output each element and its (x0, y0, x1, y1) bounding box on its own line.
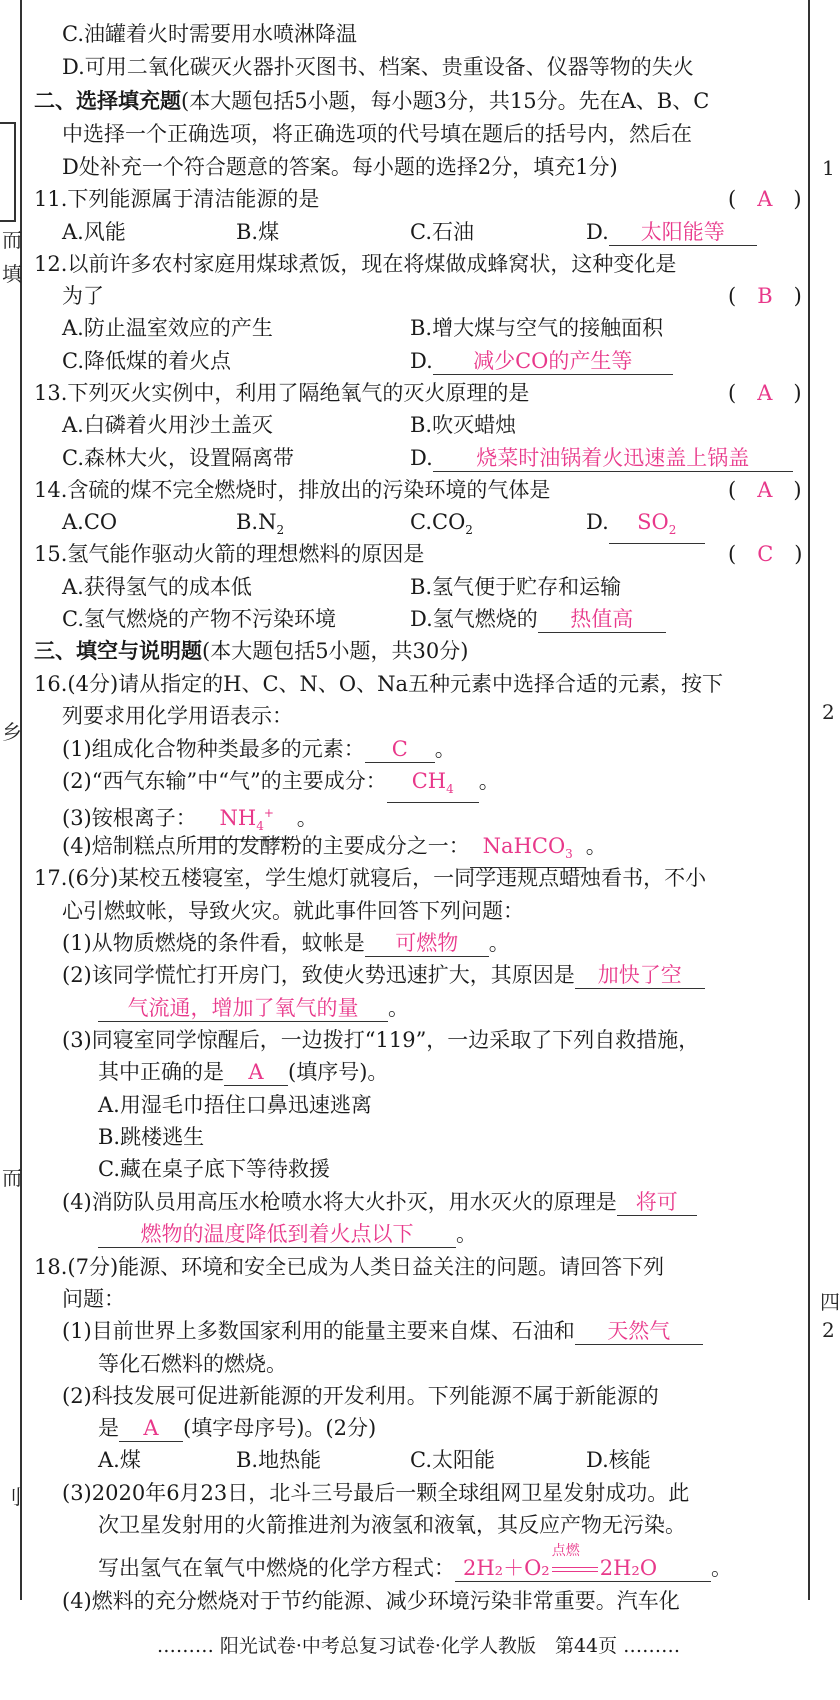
q11-stem: 11.下列能源属于清洁能源的是 (34, 187, 320, 211)
q17-part-1: (1)从物质燃烧的条件看，蚊帐是 可燃物 。 (62, 931, 510, 955)
q18-part-4: (4)燃料的充分燃烧对于节约能源、减少环境污染非常重要。汽车化 (62, 1589, 680, 1613)
q12-option-d: D. 减少CO的产生等 (410, 347, 673, 375)
q12-answer: B (757, 284, 773, 308)
q15-stem: 15.氢气能作驱动火箭的理想燃料的原因是 (34, 542, 425, 566)
q17-part-4: (4)消防队员用高压水枪喷水将大火扑灭，用水灭火的原理是 将可 (62, 1188, 697, 1216)
q17-fill-4b: 燃物的温度降低到着火点以下 (98, 1221, 456, 1248)
q16-fill-3: $NH_4^+$ (197, 800, 297, 840)
q11-option-b: B.煤 (236, 220, 280, 244)
q17-fill-2b: 气流通，增加了氧气的量 (98, 995, 388, 1022)
margin-fragment: 1 (822, 156, 835, 180)
q12-option-c: C.降低煤的着火点 (62, 349, 231, 373)
margin-fragment: 填 (2, 262, 22, 286)
q16-fill-2: $CH_4$ (387, 768, 479, 803)
q17-option-c: C.藏在桌子底下等待救援 (98, 1157, 330, 1181)
q18-part-1-cont: 等化石燃料的燃烧。 (98, 1352, 287, 1376)
q18-option-d: D.核能 (586, 1448, 651, 1472)
q18-part-3: (3)2020年6月23日，北斗三号最后一颗全球组网卫星发射成功。此 (62, 1481, 690, 1505)
q13-answer-bracket: ( A ) (728, 381, 802, 405)
reaction-condition: 点燃 (550, 1555, 600, 1581)
margin-fragment: 刂 (2, 1485, 22, 1509)
q12-option-b: B.增大煤与空气的接触面积 (410, 316, 664, 340)
q13-fill: 烧菜时油锅着火迅速盖上锅盖 (433, 445, 793, 472)
q17-part-3-cont: 其中正确的是 A (填序号)。 (98, 1060, 389, 1084)
q16-stem-cont: 列要求用化学用语表示： (62, 704, 293, 728)
q16-part-4: (4)焙制糕点所用的发酵粉的主要成分之一： NaHCO$_3$ 。 (62, 832, 607, 868)
q17-option-b: B.跳楼逃生 (98, 1125, 205, 1149)
q18-part-2: (2)科技发展可促进新能源的开发利用。下列能源不属于新能源的 (62, 1384, 659, 1408)
q17-fill-4a: 将可 (617, 1189, 697, 1216)
q17-fill-1: 可燃物 (365, 930, 489, 957)
q17-part-2: (2)该同学慌忙打开房门，致使火势迅速扩大，其原因是 加快了空 (62, 961, 705, 989)
section-2-desc-line: 中选择一个正确选项，将正确选项的代号填在题后的括号内，然后在 (62, 122, 692, 146)
q13-option-d: D. 烧菜时油锅着火迅速盖上锅盖 (410, 444, 793, 472)
q14-stem: 14.含硫的煤不完全燃烧时，排放出的污染环境的气体是 (34, 478, 551, 502)
q16-fill-4: NaHCO$_3$ (470, 833, 586, 868)
margin-fragment: 而 (2, 1166, 22, 1190)
q16-stem: 16.(4分)请从指定的H、C、N、O、Na五种元素中选择合适的元素，按下 (34, 672, 724, 696)
q14-answer-bracket: ( A ) (728, 478, 802, 502)
section-2-title: 二、选择填充题 (34, 88, 181, 113)
q18-part-2-cont: 是 A (填字母序号)。(2分) (98, 1416, 377, 1440)
q17-stem: 17.(6分)某校五楼寝室，学生熄灯就寝后，一同学违规点蜡烛看书，不小 (34, 866, 707, 890)
option-c-line: C.油罐着火时需要用水喷淋降温 (62, 22, 357, 46)
q17-fill-2a: 加快了空 (575, 962, 705, 989)
q18-part-3-equation-line: 写出氢气在氧气中燃烧的化学方程式： 2H₂＋O₂ 点燃 2H₂O 。 (98, 1543, 732, 1580)
q17-stem-cont: 心引燃蚊帐，导致火灾。就此事件回答下列问题： (62, 899, 524, 923)
q17-part-3: (3)同寝室同学惊醒后，一边拨打“119”，一边采取了下列自救措施， (62, 1028, 700, 1052)
section-2-header (34, 87, 709, 115)
q11-fill: 太阳能等 (609, 219, 757, 246)
q18-fill-1: 天然气 (575, 1318, 703, 1345)
margin-fragment: 而 (2, 228, 22, 252)
q14-answer: A (757, 478, 773, 502)
margin-fragment: 2 (822, 1318, 835, 1342)
section-2-desc-line: D处补充一个符合题意的答案。每小题的选择2分，填充1分) (62, 155, 618, 179)
q17-fill-3: A (224, 1059, 288, 1086)
section-3-title: 三、填空与说明题 (34, 638, 202, 663)
q12-answer-bracket: ( B ) (728, 284, 802, 308)
q13-option-b: B.吹灭蜡烛 (410, 413, 517, 437)
margin-fragment: 四 (820, 1290, 840, 1314)
q11-answer: A (757, 187, 773, 211)
q12-stem-cont: 为了 (62, 284, 104, 308)
q15-option-b: B.氢气便于贮存和运输 (410, 575, 622, 599)
q16-part-3: (3)铵根离子： $NH_4^+$ 。 (62, 800, 318, 840)
q14-fill: $SO_2$ (609, 509, 705, 544)
section-2-desc: (本大题包括5小题，每小题3分，共15分。先在A、B、C (181, 89, 710, 113)
q15-option-c: C.氢气燃烧的产物不污染环境 (62, 607, 336, 631)
q12-option-a: A.防止温室效应的产生 (62, 316, 273, 340)
q12-stem: 12.以前许多农村家庭用煤球煮饭，现在将煤做成蜂窝状，这种变化是 (34, 252, 677, 276)
q11-option-a: A.风能 (62, 220, 126, 244)
q12-fill: 减少CO的产生等 (433, 348, 673, 375)
q16-part-1: (1)组成化合物种类最多的元素： C 。 (62, 737, 456, 761)
q18-stem: 18.(7分)能源、环境和安全已成为人类日益关注的问题。请回答下列 (34, 1255, 665, 1279)
q13-stem: 13.下列灭火实例中，利用了隔绝氧气的灭火原理的是 (34, 381, 530, 405)
q18-option-a: A.煤 (98, 1448, 141, 1472)
page-footer: ……… 阳光试卷·中考总复习试卷·化学人教版 第44页 ……… (156, 1635, 681, 1657)
q18-option-b: B.地热能 (236, 1448, 322, 1472)
q15-answer-bracket: ( C ) (728, 542, 803, 566)
q14-option-b: $B.N_2$ (236, 510, 285, 538)
q18-part-1: (1)目前世界上多数国家利用的能量主要来自煤、石油和 天然气 (62, 1317, 703, 1345)
q15-fill: 热值高 (538, 606, 666, 633)
q17-part-2-cont: 气流通，增加了氧气的量 。 (98, 994, 409, 1022)
q13-option-c: C.森林大火，设置隔离带 (62, 446, 294, 470)
q18-stem-cont: 问题： (62, 1287, 125, 1311)
q11-answer-bracket: ( A ) (728, 187, 802, 211)
q17-part-4-cont: 燃物的温度降低到着火点以下 。 (98, 1220, 477, 1248)
right-column-rule (808, 0, 810, 1600)
section-3-header (34, 637, 468, 665)
q16-fill-1: C (365, 736, 435, 763)
q15-option-a: A.获得氢气的成本低 (62, 575, 252, 599)
q15-answer: C (757, 542, 774, 566)
q14-option-c: $C.CO_2$ (410, 510, 473, 538)
q11-option-d: D. 太阳能等 (586, 218, 757, 246)
q14-option-a: A.CO (62, 510, 118, 534)
q17-option-a: A.用湿毛巾捂住口鼻迅速逃离 (98, 1093, 372, 1117)
margin-fragment: 2 (822, 700, 835, 724)
q14-option-d: D. $SO_2$ (586, 508, 705, 544)
section-3-desc: (本大题包括5小题，共30分) (202, 639, 469, 663)
q18-option-c: C.太阳能 (410, 1448, 495, 1472)
q15-option-d: D.氢气燃烧的 热值高 (410, 605, 666, 633)
left-margin-box (0, 122, 16, 222)
q16-part-2: (2)“西气东输”中“气”的主要成分： $CH_4$ 。 (62, 767, 500, 803)
q18-equation: 2H₂＋O₂ 点燃 2H₂O (455, 1555, 711, 1582)
q18-part-3-cont: 次卫星发射用的火箭推进剂为液氢和液氧，其反应产物无污染。 (98, 1513, 686, 1537)
q11-option-c: C.石油 (410, 220, 474, 244)
q13-answer: A (757, 381, 773, 405)
q18-fill-2: A (119, 1415, 183, 1442)
q13-option-a: A.白磷着火用沙土盖灭 (62, 413, 273, 437)
option-d-line: D.可用二氧化碳灭火器扑灭图书、档案、贵重设备、仪器等物的失火 (62, 55, 694, 79)
margin-fragment: 乡 (2, 720, 22, 744)
